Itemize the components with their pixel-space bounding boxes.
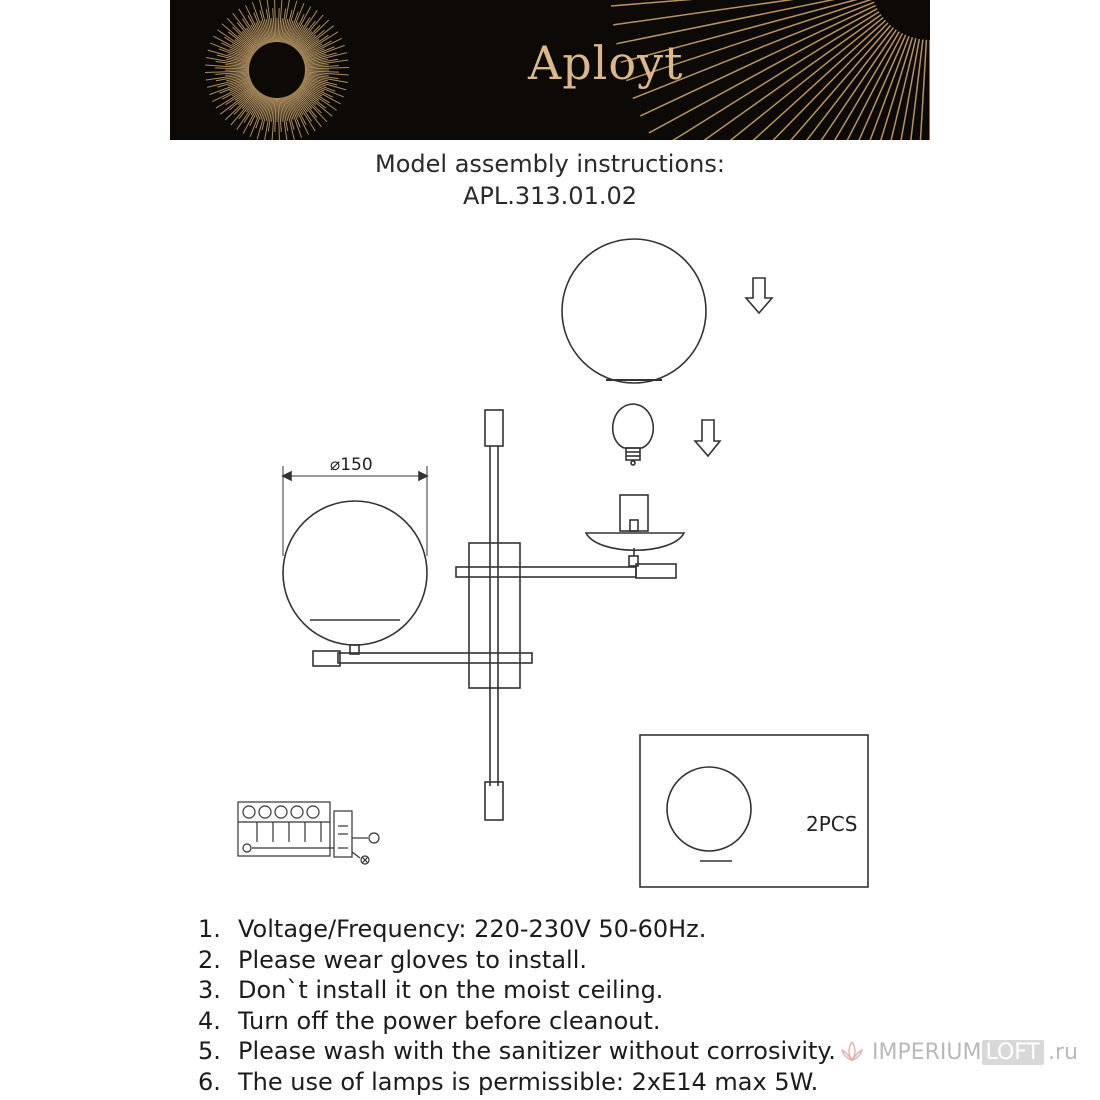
list-item bbox=[198, 1036, 836, 1067]
package-box bbox=[640, 735, 868, 887]
left-globe-shade bbox=[283, 501, 427, 645]
item-number: 5. bbox=[198, 1037, 221, 1066]
item-number: 4. bbox=[198, 1006, 221, 1035]
package-globe bbox=[667, 767, 751, 851]
lotus-icon bbox=[838, 1038, 866, 1066]
watermark-part2: LOFT bbox=[982, 1040, 1045, 1065]
watermark bbox=[838, 1038, 1078, 1066]
wall-plate bbox=[469, 543, 520, 688]
package-count-label: 2PCS bbox=[806, 812, 858, 836]
list-item bbox=[198, 1067, 836, 1098]
watermark-part1: IMPERIUM bbox=[872, 1039, 982, 1065]
brand-logo-text: Aployt bbox=[528, 36, 684, 90]
list-item bbox=[198, 1006, 836, 1037]
lamp-socket bbox=[620, 495, 648, 531]
item-text: The use of lamps is permissible: 2xE14 max 5W. bbox=[238, 1067, 819, 1096]
list-item bbox=[198, 914, 836, 945]
down-arrow-icon bbox=[746, 278, 772, 313]
instructions-list bbox=[198, 914, 836, 1098]
bulb-icon bbox=[613, 404, 654, 465]
vertical-rod-top-cap bbox=[485, 410, 503, 446]
upper-arm bbox=[456, 567, 636, 577]
watermark-part3: .ru bbox=[1048, 1039, 1078, 1065]
item-number: 2. bbox=[198, 945, 221, 974]
item-number: 3. bbox=[198, 976, 221, 1005]
top-globe-shade bbox=[562, 239, 706, 383]
item-number: 1. bbox=[198, 915, 221, 943]
wiring-diagram bbox=[238, 802, 379, 864]
item-text: Voltage/Frequency: 220-230V 50-60Hz. bbox=[238, 915, 707, 943]
shade-holder bbox=[586, 533, 684, 550]
item-number: 6. bbox=[198, 1067, 221, 1096]
page-title: Model assembly instructions: bbox=[375, 150, 725, 178]
item-text: Don`t install it on the moist ceiling. bbox=[238, 976, 664, 1005]
item-text: Turn off the power before cleanout. bbox=[238, 1006, 661, 1035]
lower-arm bbox=[338, 653, 532, 663]
item-text: Please wear gloves to install. bbox=[238, 945, 587, 974]
dimension-label: ⌀150 bbox=[330, 455, 373, 475]
list-item bbox=[198, 945, 836, 976]
down-arrow-icon bbox=[695, 420, 720, 456]
item-text: Please wash with the sanitizer without corrosivity. bbox=[238, 1037, 836, 1066]
vertical-rod-bottom-cap bbox=[485, 782, 503, 820]
list-item bbox=[198, 975, 836, 1006]
model-number: APL.313.01.02 bbox=[462, 182, 638, 210]
